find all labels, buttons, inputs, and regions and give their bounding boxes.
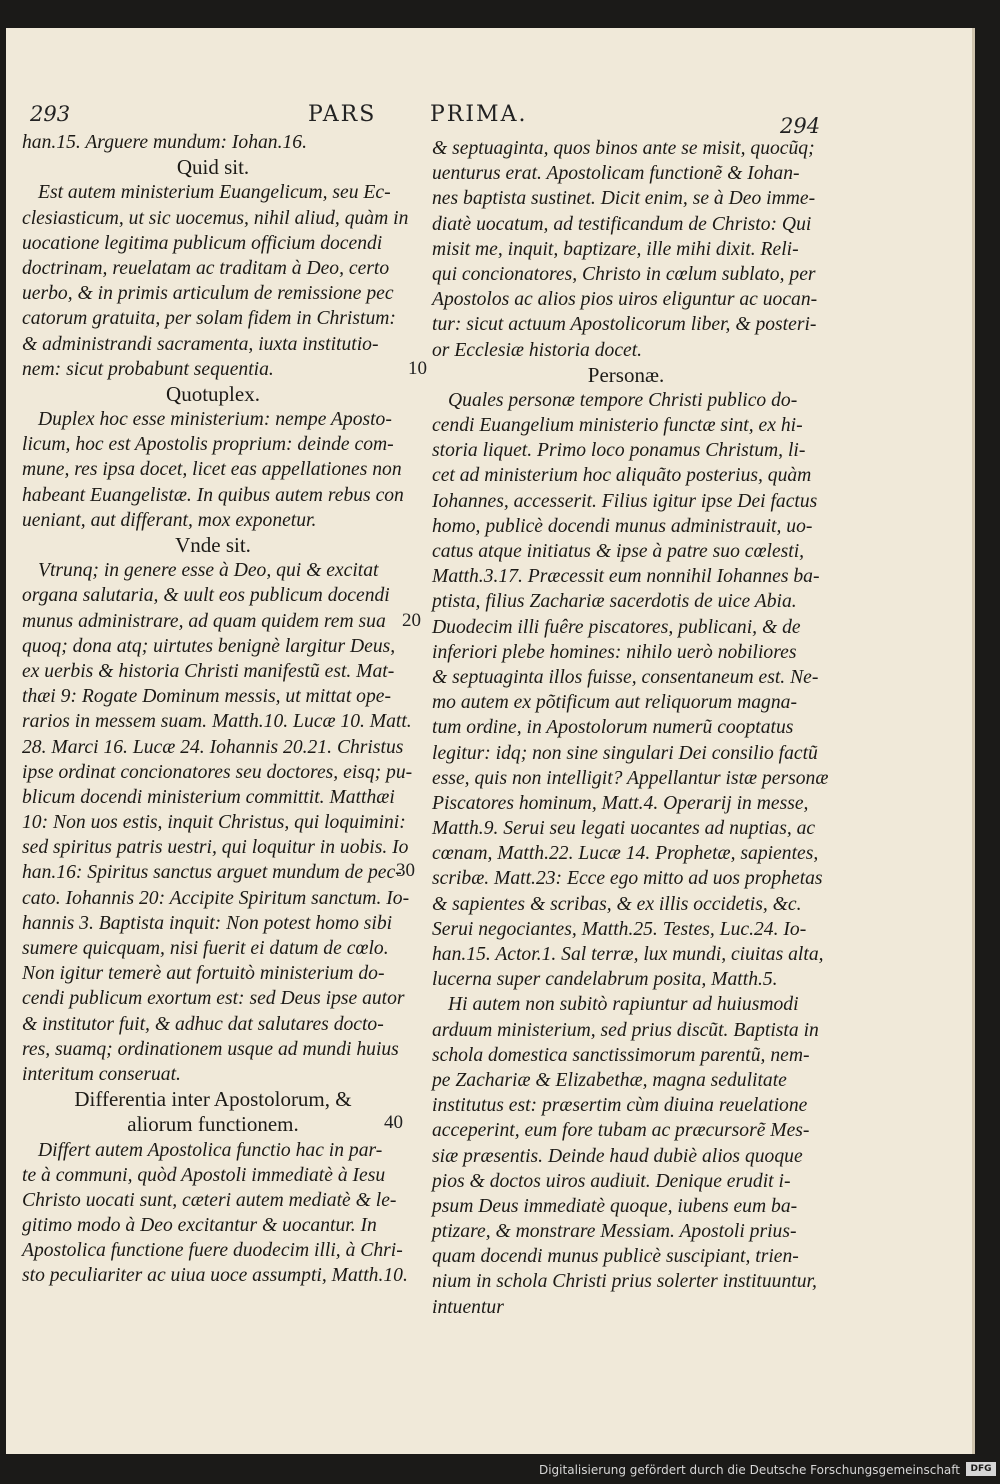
text-line: quoq; dona atq; uirtutes benignè largitur Deus, bbox=[22, 635, 396, 657]
text-line: tur: sicut actuum Apostolicorum liber, & posteri- bbox=[432, 314, 817, 336]
text-line: nes baptista sustinet. Dicit enim, se à Deo imme- bbox=[432, 188, 816, 210]
text-line: uocatione legitima publicum officium docendi bbox=[22, 232, 383, 254]
text-line: intuentur bbox=[432, 1296, 504, 1318]
text-line: misit me, inquit, baptizare, ille mihi dixit. Reli- bbox=[432, 238, 799, 260]
text-line: scribæ. Matt.23: Ecce ego mitto ad uos prophetas bbox=[432, 868, 823, 890]
text-line: te à communi, quòd Apostoli immediatè à Iesu bbox=[22, 1164, 386, 1186]
text-line: ex uerbis & historia Christi manifestũ est. Mat- bbox=[22, 660, 395, 682]
section-heading: Vnde sit. bbox=[175, 533, 251, 557]
text-line: schola domestica sanctissimorum parentũ, nem- bbox=[432, 1044, 810, 1066]
text-line: Apostolica functione fuere duodecim illi, à Chri- bbox=[22, 1240, 403, 1262]
running-head-right: PRIMA. bbox=[430, 102, 528, 127]
text-line: Hi autem non subitò rapiuntur ad huiusmodi bbox=[448, 994, 799, 1016]
dfg-logo: DFG bbox=[966, 1462, 996, 1476]
text-line: Christo uocati sunt, cæteri autem mediatè & le- bbox=[22, 1189, 397, 1211]
section-heading: Differentia inter Apostolorum, & bbox=[74, 1087, 352, 1112]
margin-number-40: 40 bbox=[384, 1112, 403, 1133]
text-line: 28. Marci 16. Lucæ 24. Iohannis 20.21. Christus bbox=[22, 736, 404, 758]
margin-number-20: 20 bbox=[402, 610, 421, 631]
text-line: rarios in messem suam. Matth.10. Lucæ 10. Matt. bbox=[22, 711, 412, 733]
section-heading: Quid sit. bbox=[176, 155, 250, 180]
text-line: Matth.3.17. Præcessit eum nonnihil Iohannes ba- bbox=[432, 566, 820, 588]
text-line: Non igitur temerè aut fortuitò ministerium do- bbox=[22, 963, 385, 985]
text-line: 10: Non uos estis, inquit Christus, qui loquimini: bbox=[22, 812, 406, 834]
text-line: thæi 9: Rogate Dominum messis, ut mittat ope- bbox=[22, 686, 391, 708]
text-line: blicum docendi ministerium committit. Matthæi bbox=[22, 786, 395, 808]
page-number-left: 293 bbox=[30, 102, 71, 126]
text-line: arduum ministerium, sed prius discũt. Baptista in bbox=[432, 1019, 819, 1041]
text-line: catorum gratuita, per solam fidem in Christum: bbox=[22, 308, 396, 330]
text-line: Piscatores hominum, Matt.4. Operarij in messe, bbox=[432, 792, 809, 814]
text-line: hannis 3. Baptista inquit: Non potest homo sibi bbox=[22, 912, 393, 934]
text-line: uerbo, & in primis articulum de remissione pec bbox=[22, 283, 394, 305]
text-line: inferiori plebe homines: nihilo uerò nobiliores bbox=[432, 641, 797, 663]
text-line: nem: sicut probabunt sequentia. bbox=[22, 358, 274, 380]
text-line: Serui negociantes, Matth.25. Testes, Luc.24. Io- bbox=[432, 918, 807, 940]
text-line: nium in schola Christi prius solerter instituuntur, bbox=[432, 1271, 817, 1293]
text-line: uenturus erat. Apostolicam functionẽ & Iohan- bbox=[432, 163, 800, 185]
text-line: quam docendi munus publicè suscipiant, trien- bbox=[432, 1246, 799, 1268]
text-line: cendi Euangelium ministerio functæ sint, ex hi- bbox=[432, 415, 803, 437]
text-line: pe Zachariæ & Elizabethæ, magna sedulitate bbox=[432, 1069, 787, 1091]
text-line: esse, quis non intelligit? Appellantur istæ personæ bbox=[432, 767, 829, 789]
right-text-column bbox=[432, 136, 829, 1320]
margin-number-10: 10 bbox=[408, 358, 427, 379]
text-line: psum Deus immediatè quoque, iubens eum ba- bbox=[432, 1195, 798, 1217]
text-line: & sapientes & scribas, & ex illis occidetis, &c. bbox=[432, 893, 802, 915]
text-line: siæ præsentis. Deinde haud dubiè alios quoque bbox=[432, 1145, 803, 1167]
text-line: sed spiritus patris uestri, qui loquitur in uobis. Io bbox=[22, 837, 409, 859]
text-line: mo autem ex põtificum aut reliquorum magna- bbox=[432, 692, 797, 714]
footer-credit: Digitalisierung gefördert durch die Deutsche Forschungsgemeinschaft bbox=[538, 1463, 960, 1477]
text-line: & administrandi sacramenta, iuxta institutio- bbox=[22, 333, 379, 355]
text-line: mune, res ipsa docet, licet eas appellationes non bbox=[22, 459, 402, 481]
text-line: catus atque initiatus & ipse à patre suo cœlesti, bbox=[432, 541, 805, 562]
text-line: clesiasticum, ut sic uocemus, nihil aliud, quàm in bbox=[22, 207, 409, 229]
text-line: ipse ordinat concionatores seu doctores, eisq; pu- bbox=[22, 761, 413, 783]
text-line: cœnam, Matth.22. Lucæ 14. Prophetæ, sapientes, bbox=[432, 843, 819, 865]
text-line: res, suamq; ordinationem usque ad mundi huius bbox=[22, 1038, 399, 1060]
text-line: habeant Euangelistæ. In quibus autem rebus con bbox=[22, 484, 404, 506]
text-line: homo, publicè docendi munus administrauit, uo- bbox=[432, 515, 813, 537]
text-line: han.16: Spiritus sanctus arguet mundum de pec- bbox=[22, 862, 402, 884]
section-heading: aliorum functionem. bbox=[127, 1112, 299, 1137]
text-line: munus administrare, ad quam quidem rem sua bbox=[22, 610, 386, 632]
text-line: qui concionatores, Christo in cœlum sublato, per bbox=[432, 263, 816, 285]
text-line: & septuaginta illos fuisse, consentaneum est. Ne- bbox=[432, 666, 819, 688]
text-line: organa salutaria, & uult eos publicum docendi bbox=[22, 585, 390, 607]
text-line: storia liquet. Primo loco ponamus Christum, li- bbox=[432, 440, 806, 462]
text-line: Apostolos ac alios pios uiros eliguntur ac uocan- bbox=[432, 289, 818, 311]
text-line: cet ad ministerium hoc aliquãto posterius, quàm bbox=[432, 465, 812, 487]
text-line: acceperint, eum fore tubam ac præcursorẽ Mes- bbox=[432, 1120, 810, 1142]
text-line: ptista, filius Zachariæ sacerdotis de uice Abia. bbox=[432, 591, 797, 613]
section-heading: Quotuplex. bbox=[166, 381, 260, 406]
text-line: han.15. Arguere mundum: Iohan.16. bbox=[22, 132, 307, 153]
text-line: Differt autem Apostolica functio hac in par- bbox=[38, 1139, 383, 1161]
text-line: Quales personæ tempore Christi publico do- bbox=[448, 389, 798, 411]
section-heading: Personæ. bbox=[587, 362, 665, 387]
text-line: ueniant, aut differant, mox exponetur. bbox=[22, 509, 317, 531]
text-line: Est autem ministerium Euangelicum, seu Ec- bbox=[38, 182, 391, 204]
text-line: Duodecim illi fuêre piscatores, publicani, & de bbox=[432, 616, 801, 638]
text-line: diatè uocatum, ad testificandum de Christo: Qui bbox=[432, 213, 812, 235]
text-line: Iohannes, accesserit. Filius igitur ipse Dei factus bbox=[432, 490, 818, 512]
text-line: sumere quicquam, nisi fuerit ei datum de cœlo. bbox=[22, 938, 389, 959]
text-line: doctrinam, reuelatam ac traditam à Deo, certo bbox=[22, 257, 390, 279]
text-line: or Ecclesiæ historia docet. bbox=[432, 339, 643, 361]
text-line: gitimo modo à Deo excitantur & uocantur. In bbox=[22, 1215, 377, 1237]
text-line: Matth.9. Serui seu legati uocantes ad nuptias, ac bbox=[432, 818, 816, 840]
text-line: han.15. Actor.1. Sal terræ, lux mundi, ciuitas alta, bbox=[432, 944, 824, 965]
text-line: & institutor fuit, & adhuc dat salutares docto- bbox=[22, 1013, 384, 1035]
margin-number-30: 30 bbox=[396, 860, 415, 881]
text-line: Vtrunq; in genere esse à Deo, qui & excitat bbox=[38, 560, 379, 582]
text-line: tum ordine, in Apostolorum numerũ cooptatus bbox=[432, 717, 794, 739]
running-head-left: PARS bbox=[308, 102, 377, 127]
text-line: ptizare, & monstrare Messiam. Apostoli prius- bbox=[432, 1221, 797, 1243]
text-line: cendi publicum exortum est: sed Deus ipse autor bbox=[22, 988, 405, 1010]
digitization-footer bbox=[0, 1454, 1000, 1484]
text-line: licum, hoc est Apostolis proprium: deinde com- bbox=[22, 434, 394, 456]
text-line: & septuaginta, quos binos ante se misit, quocũq; bbox=[432, 138, 815, 159]
text-line: cato. Iohannis 20: Accipite Spiritum sanctum. Io- bbox=[22, 887, 410, 909]
text-line: pios & doctos uiros audiuit. Denique erudit i- bbox=[432, 1170, 791, 1192]
text-line: lucerna super candelabrum posita, Matth.5. bbox=[432, 969, 778, 991]
page-number-right: 294 bbox=[780, 114, 821, 138]
text-line: institutus est: præsertim cùm diuina reuelatione bbox=[432, 1095, 808, 1117]
text-line: Duplex hoc esse ministerium: nempe Aposto- bbox=[38, 409, 392, 431]
text-line: interitum conseruat. bbox=[22, 1063, 181, 1085]
text-line: sto peculiariter ac uiua uoce assumpti, Matth.10. bbox=[22, 1265, 408, 1287]
text-line: legitur: idq; non sine singulari Dei consilio factũ bbox=[432, 742, 818, 764]
